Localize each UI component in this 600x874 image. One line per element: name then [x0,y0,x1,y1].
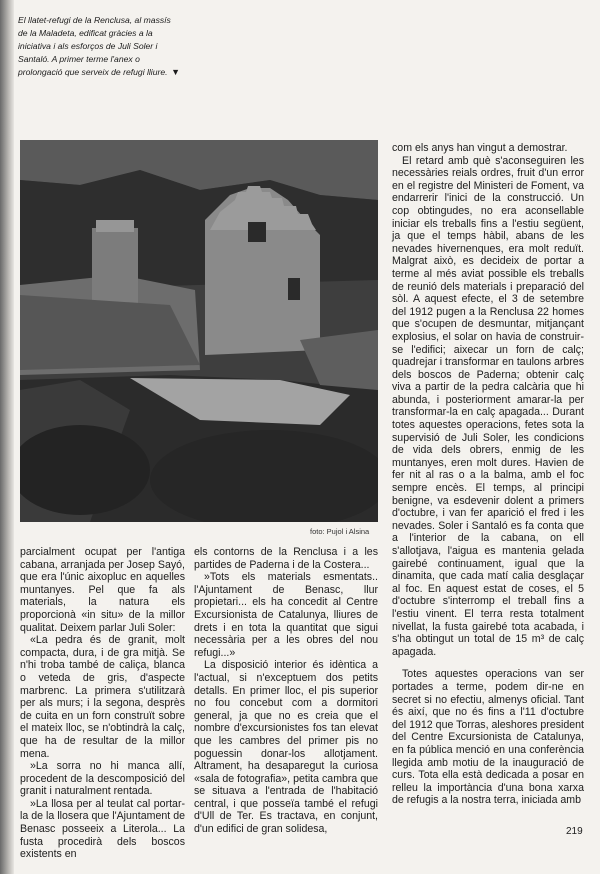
photo-credit: foto: Pujol i Alsina [310,527,370,536]
refuge-illustration [20,140,378,522]
caption-text: El llatet-refugi de la Renclusa, al massís de la Maladeta, edificat gràcies a la iniciativa i als esforços de Juli Soler i Santaló. A primer terme l'anex o prolongació que serveix de refugi lliure. [18,15,171,77]
book-spine-shadow [0,0,14,874]
paragraph: »La sorra no hi manca allí, procedent de la descomposició del granit i naturalment rentada. [20,760,185,798]
paragraph: parcialment ocupat per l'antiga cabana, arranjada per Josep Sayó, que era l'únic aixopluc en aquelles muntanyes. Pel que fa als materials, la natura els proporcionà «in situ» de la millor qualitat. Deixem parlar Juli Soler: [20,546,185,634]
text-column-1 [20,546,185,861]
text-column-3 [392,142,584,807]
paragraph: «La pedra és de granit, molt compacta, dura, i de gra mitjà. Se n'hi troba també de caliça, blanca o veteda de gris, d'aspecte marbrenc. La primera s'utilitzarà per als murs; i la segona, desprès de cuita en un forn construït sobre el mateix lloc, se n'obtindrà la calç, que ha de resultar de la millor mena. [20,634,185,760]
photo-caption [18,14,180,79]
paragraph: »La llosa per al teulat cal portar-la de la llosera que l'Ajuntament de Benasc posseeix a Literola... La fusta procedirà dels boscos existents en [20,797,185,861]
caption-arrow-icon: ▼ [171,67,180,77]
paragraph: els contorns de la Renclusa i a les partides de Paderna i de la Costera... [194,546,378,571]
text-column-2 [194,546,378,836]
paragraph: Totes aquestes operacions van ser portades a terme, podem dir-ne en secret si no efectiu, almenys oficial. Tant és així, que no és fins a l'11 d'octubre del 1912 que Torras, aleshores president del Centre Excursionista de Catalunya, en fa pública menció en una conferència llegida amb motiu de la inauguració de curs. Tota ella està dedicada a posar en relleu la importància d'una bona xarxa de refugis a la nostra terra, iniciada amb [392,668,584,807]
paragraph: com els anys han vingut a demostrar. [392,142,568,154]
paragraph: La disposició interior és idèntica a l'actual, si n'exceptuem dos petits detalls. En primer lloc, el pis superior no fou concebut com a dormitori general, ja que no es creia que el nombre d'excursionistes fos tan elevat que les cambres del primer pis no poguessin donar-los allotjament. Altrament, ha desaparegut la curiosa «sala de fotografia», petita cambra que se situava a l'entrada de l'habitació central, i que posseïa també el refugi d'Ull de Ter. Es tractava, en conjunt, d'un edifici de gran solidesa, [194,659,378,836]
page-number: 219 [566,826,583,837]
refuge-photo [20,140,378,522]
paragraph: »Tots els materials esmentats.. l'Ajuntament de Benasc, llur propietari... els ha concedit al Centre Excursionista de Catalunya, lliures de drets i en tota la quantitat que sigui necessària per a les obres del nou refugi...» [194,571,378,659]
paragraph: El retard amb què s'aconseguiren les necessàries reials ordres, fruit d'un error en el registre del Ministeri de Foment, va endarrerir l'inici de la construcció. Un cop obtingudes, no era aconsellable iniciar els treballs fins a l'estiu següent, ja que el temps hàbil, abans de les nevades hivernenques, era molt reduït. Malgrat això, es decideix de portar a terme al més aviat possible els treballs de reunió dels materials i preparació del sòl. A aquest efecte, el 3 de setembre del 1912 pugen a la Renclusa 22 homes que s'ocupen de desmuntar, mitjançant explosius, el solar on havia de construir-se l'edifici; aixecar un forn de calç; quadrejar i transformar en taulons arbres dels boscos de Paderna; obtenir calç viva a partir de la pedra calcària que hi abunda, i posteriorment amarar-la per transformar-la en calç apagada... Durant totes aquestes operacions, fetes sota la supervisió de Juli Soler, les condicions de vida dels obrers, enmig de les muntanyes, eren molt dures. Havien de fer nit al ras o a la balma, amb el foc sempre encès. El temps, al principi benigne, va esdevenir dolent a primers d'octubre, i van fer aparició el fred i les nevades. Soler i Santaló es fa conta que a l'interior de la cabana, on ell s'allotjava, l'aigua es mantenia gelada gairebé continuament, igual que la dinamita, que cada matí calia desglaçar al foc. En aquest estat de coses, el 5 d'octubre s'interromp el treball fins a l'estiu vinent. El terra resta totalment nivellat, la fusta gairebé tota acabada, i s'ha obtingut un total de 15 m³ de calç apagada. [392,154,584,658]
